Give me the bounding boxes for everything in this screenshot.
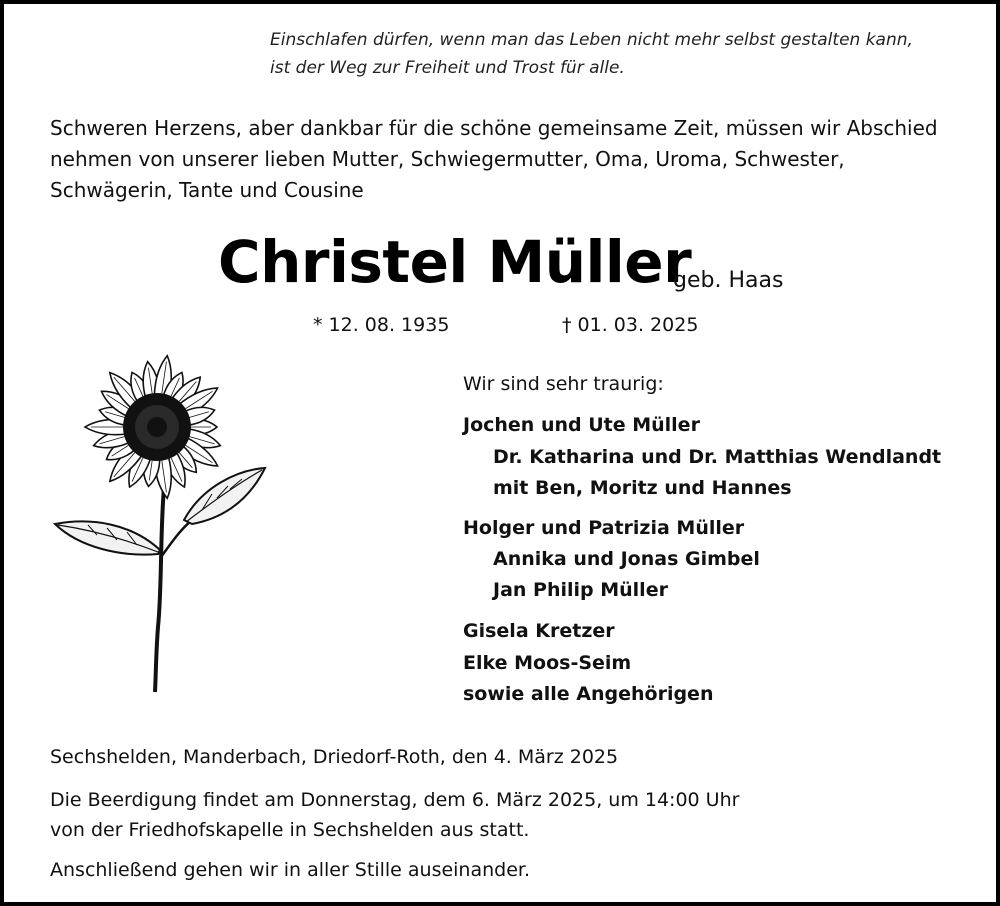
quote-line-1: Einschlafen dürfen, wenn man das Leben nicht mehr selbst gestalten kann, — [270, 30, 913, 50]
mourner-line: Jochen und Ute Müller — [463, 414, 700, 436]
mourner-line: Annika und Jonas Gimbel — [493, 548, 760, 570]
mourner-line: Dr. Katharina und Dr. Matthias Wendlandt — [493, 446, 942, 468]
maiden-name: geb. Haas — [673, 268, 784, 293]
mourner-line: Elke Moos-Seim — [463, 652, 632, 674]
quote-line-2: ist der Weg zur Freiheit und Trost für alle. — [270, 58, 625, 78]
place-date: Sechshelden, Manderbach, Driedorf-Roth, den 4. März 2025 — [50, 746, 619, 768]
mourners-heading: Wir sind sehr traurig: — [463, 373, 664, 395]
mourner-line: Holger und Patrizia Müller — [463, 517, 745, 539]
intro-line-2: nehmen von unserer lieben Mutter, Schwiegermutter, Oma, Uroma, Schwester, — [50, 147, 845, 171]
intro-line-3: Schwägerin, Tante und Cousine — [50, 178, 364, 202]
deceased-name: Christel Müller — [218, 228, 692, 296]
mourner-line: Jan Philip Müller — [493, 579, 668, 601]
intro-line-1: Schweren Herzens, aber dankbar für die schöne gemeinsame Zeit, müssen wir Abschied — [50, 116, 938, 140]
funeral-line-1: Die Beerdigung findet am Donnerstag, dem 6. März 2025, um 14:00 Uhr — [50, 789, 740, 811]
mourner-line: mit Ben, Moritz und Hannes — [493, 477, 792, 499]
mourner-line: sowie alle Angehörigen — [463, 683, 714, 705]
mourner-line: Gisela Kretzer — [463, 620, 615, 642]
birth-date: * 12. 08. 1935 — [313, 314, 450, 336]
death-date: † 01. 03. 2025 — [562, 314, 699, 336]
closing-line: Anschließend gehen wir in aller Stille auseinander. — [50, 859, 531, 881]
sunflower-illustration — [52, 352, 272, 697]
funeral-line-2: von der Friedhofskapelle in Sechshelden aus statt. — [50, 819, 530, 841]
